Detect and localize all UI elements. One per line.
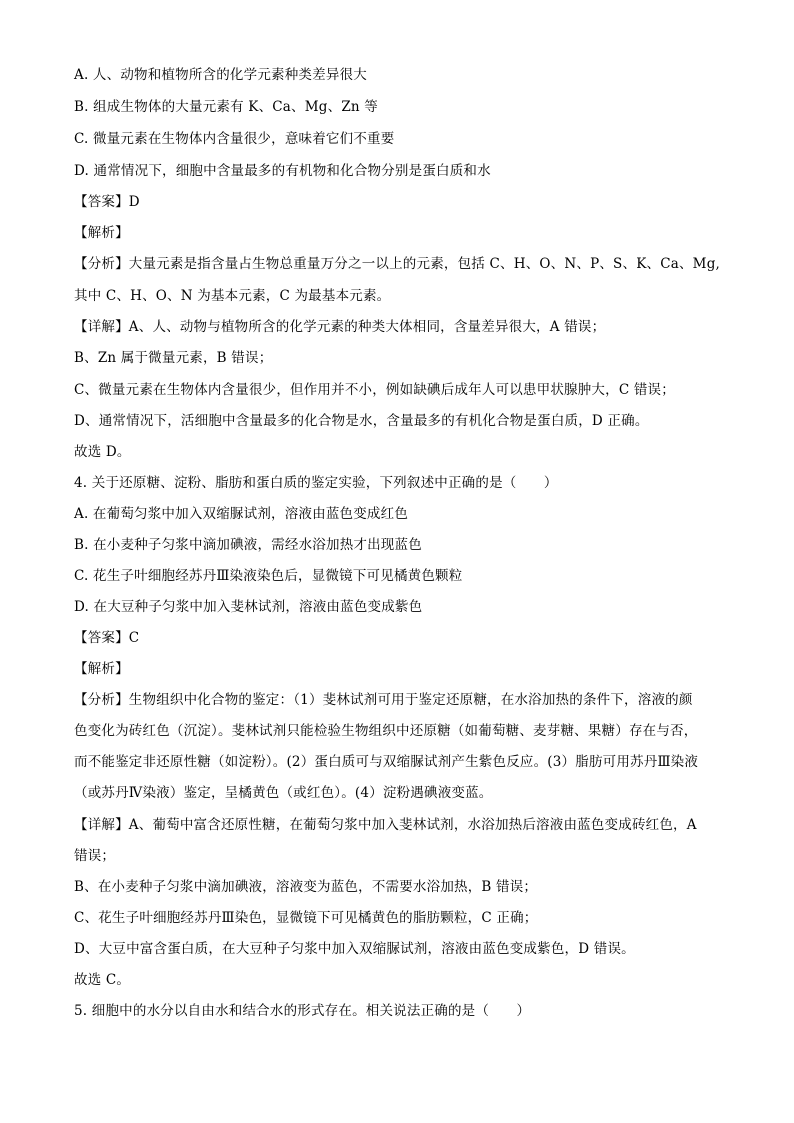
q4-option-c: C. 花生子叶细胞经苏丹Ⅲ染液染色后，显微镜下可见橘黄色颗粒 [74, 568, 463, 584]
q4-analysis-line-3: 而不能鉴定非还原性糖（如淀粉）。(2）蛋白质可与双缩脲试剂产生紫色反应。(3）脂肪可用苏丹Ⅲ染液 [74, 754, 699, 770]
q4-stem: 4. 关于还原糖、淀粉、脂肪和蛋白质的鉴定实验，下列叙述中正确的是（ ） [74, 475, 558, 491]
q4-option-a: A. 在葡萄匀浆中加入双缩脲试剂，溶液由蓝色变成红色 [74, 506, 409, 522]
q4-analysis-line-1: 【分析】生物组织中化合物的鉴定：（1）斐林试剂可用于鉴定还原糖，在水浴加热的条件下，溶液的颜 [74, 692, 693, 708]
q4-detail-line-2: 错误； [74, 848, 116, 864]
q3-detail-line-4: D、通常情况下，活细胞中含量最多的化合物是水，含量最多的有机化合物是蛋白质，D 正确。 [74, 413, 649, 429]
q3-analysis-line-1: 【分析】大量元素是指含量占生物总重量万分之一以上的元素，包括 C、H、O、N、P、S、K、Ca、Mg, [74, 256, 721, 272]
q4-detail-line-4: C、花生子叶细胞经苏丹Ⅲ染色，显微镜下可见橘黄色的脂肪颗粒，C 正确； [74, 910, 538, 926]
q3-option-b: B. 组成生物体的大量元素有 K、Ca、Mg、Zn 等 [74, 99, 378, 115]
q4-detail-line-3: B、在小麦种子匀浆中滴加碘液，溶液变为蓝色，不需要水浴加热，B 错误； [74, 879, 538, 895]
q4-analysis-heading: 【解析】 [74, 661, 129, 677]
q3-answer: 【答案】D [74, 194, 140, 210]
q3-option-c: C. 微量元素在生物体内含量很少，意味着它们不重要 [74, 131, 395, 147]
q3-conclusion: 故选 D。 [74, 444, 131, 460]
q4-detail-line-5: D、大豆中富含蛋白质，在大豆种子匀浆中加入双缩脲试剂，溶液由蓝色变成紫色，D 错误。 [74, 941, 635, 957]
q3-detail-line-2: B、Zn 属于微量元素，B 错误； [74, 350, 273, 366]
q4-conclusion: 故选 C。 [74, 972, 131, 988]
q3-option-d: D. 通常情况下，细胞中含量最多的有机物和化合物分别是蛋白质和水 [74, 163, 491, 179]
q3-analysis-line-2: 其中 C、H、O、N 为基本元素，C 为最基本元素。 [74, 288, 391, 304]
q5-stem: 5. 细胞中的水分以自由水和结合水的形式存在。相关说法正确的是（ ） [74, 1003, 531, 1019]
q3-detail-line-3: C、微量元素在生物体内含量很少，但作用并不小，例如缺碘后成年人可以患甲状腺肿大，C 错误； [74, 382, 675, 398]
q4-option-b: B. 在小麦种子匀浆中滴加碘液，需经水浴加热才出现蓝色 [74, 537, 422, 553]
q4-analysis-line-2: 色变化为砖红色（沉淀）。斐林试剂只能检验生物组织中还原糖（如葡萄糖、麦芽糖、果糖）存在与否， [74, 723, 698, 739]
q4-option-d: D. 在大豆种子匀浆中加入斐林试剂，溶液由蓝色变成紫色 [74, 599, 423, 615]
q3-detail-line-1: 【详解】A、人、动物与植物所含的化学元素的种类大体相同，含量差异很大，A 错误； [74, 319, 606, 335]
q3-option-a: A. 人、动物和植物所含的化学元素种类差异很大 [74, 67, 367, 83]
q4-detail-line-1: 【详解】A、葡萄中富含还原性糖，在葡萄匀浆中加入斐林试剂，水浴加热后溶液由蓝色变成砖红色，A [74, 817, 697, 833]
q3-analysis-heading: 【解析】 [74, 225, 129, 241]
q4-analysis-line-4: （或苏丹Ⅳ染液）鉴定，呈橘黄色（或红色）。(4）淀粉遇碘液变蓝。 [74, 785, 493, 801]
q4-answer: 【答案】C [74, 630, 140, 646]
